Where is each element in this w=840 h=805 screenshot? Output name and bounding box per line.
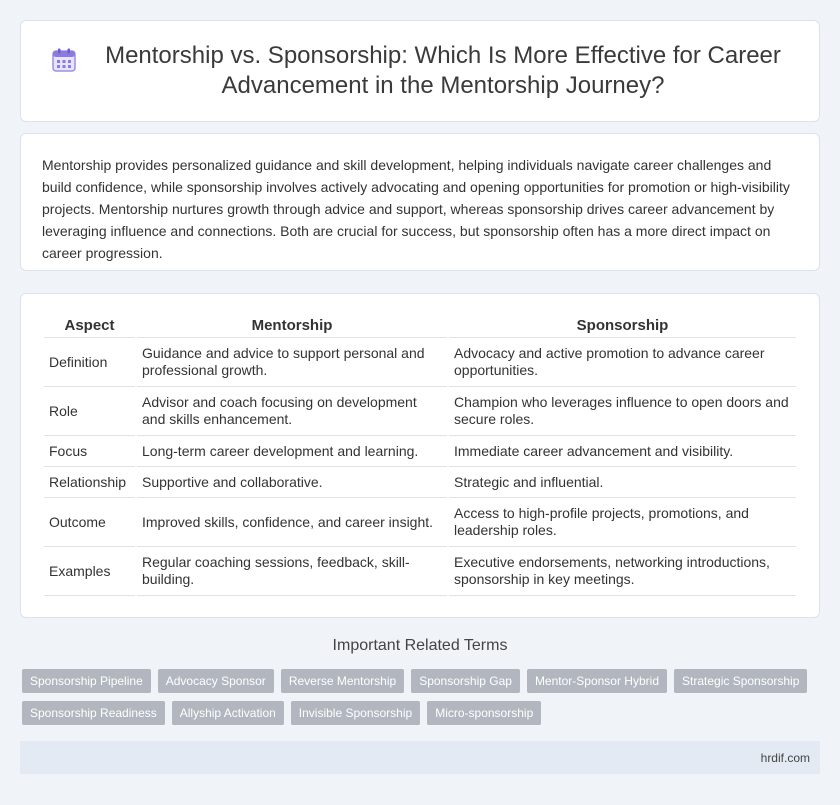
row-aspect: Relationship	[44, 467, 135, 498]
row-aspect: Outcome	[44, 498, 135, 547]
calendar-icon	[51, 47, 77, 73]
row-sponsorship: Access to high-profile projects, promotions, and leadership roles.	[449, 498, 796, 547]
row-mentorship: Advisor and coach focusing on development and skills enhancement.	[137, 387, 447, 436]
row-mentorship: Improved skills, confidence, and career insight.	[137, 498, 447, 547]
table-header-row	[44, 312, 796, 338]
summary-card	[20, 133, 820, 271]
related-tag[interactable]: Mentor-Sponsor Hybrid	[527, 669, 667, 693]
related-tags	[0, 669, 840, 733]
row-sponsorship: Executive endorsements, networking introductions, sponsorship in key meetings.	[449, 547, 796, 596]
row-aspect: Focus	[44, 436, 135, 467]
table-row	[44, 387, 796, 436]
header-aspect: Aspect	[44, 312, 135, 338]
related-tag[interactable]: Invisible Sponsorship	[291, 701, 420, 725]
footer	[20, 741, 820, 774]
comparison-table	[42, 312, 798, 596]
row-mentorship: Long-term career development and learning.	[137, 436, 447, 467]
row-sponsorship: Advocacy and active promotion to advance career opportunities.	[449, 338, 796, 387]
row-sponsorship: Champion who leverages influence to open doors and secure roles.	[449, 387, 796, 436]
related-terms-title: Important Related Terms	[332, 637, 508, 654]
related-terms-section	[0, 637, 840, 733]
row-mentorship: Guidance and advice to support personal and professional growth.	[137, 338, 447, 387]
row-mentorship: Regular coaching sessions, feedback, skill-building.	[137, 547, 447, 596]
page-title: Mentorship vs. Sponsorship: Which Is More Effective for Career Advancement in the Mentorship Journey?	[105, 42, 781, 99]
footer-site[interactable]: hrdif.com	[760, 750, 810, 765]
table-row	[44, 498, 796, 547]
row-mentorship: Supportive and collaborative.	[137, 467, 447, 498]
summary-text: Mentorship provides personalized guidance and skill development, helping individuals navigate career challenges and build confidence, while sponsorship involves actively advocating and opening opportunities for promotion or high-visibility projects. Mentorship nurtures growth through advice and support, whereas sponsorship drives career advancement by leveraging influence and connections. Both are crucial for success, but sponsorship often has a more direct impact on career progression.	[42, 157, 790, 261]
related-tag[interactable]: Reverse Mentorship	[281, 669, 404, 693]
related-tag[interactable]: Advocacy Sponsor	[158, 669, 274, 693]
row-aspect: Examples	[44, 547, 135, 596]
related-tag[interactable]: Micro-sponsorship	[427, 701, 541, 725]
related-tag[interactable]: Sponsorship Pipeline	[22, 669, 151, 693]
comparison-table-card	[20, 293, 820, 618]
related-tag[interactable]: Sponsorship Gap	[411, 669, 520, 693]
header-sponsorship: Sponsorship	[449, 312, 796, 338]
table-row	[44, 338, 796, 387]
related-tag[interactable]: Strategic Sponsorship	[674, 669, 807, 693]
related-tag[interactable]: Allyship Activation	[172, 701, 284, 725]
table-row	[44, 467, 796, 498]
row-aspect: Role	[44, 387, 135, 436]
header-card	[20, 20, 820, 122]
row-sponsorship: Strategic and influential.	[449, 467, 796, 498]
row-sponsorship: Immediate career advancement and visibility.	[449, 436, 796, 467]
table-row	[44, 547, 796, 596]
related-tag[interactable]: Sponsorship Readiness	[22, 701, 165, 725]
header-mentorship: Mentorship	[137, 312, 447, 338]
table-row	[44, 436, 796, 467]
row-aspect: Definition	[44, 338, 135, 387]
